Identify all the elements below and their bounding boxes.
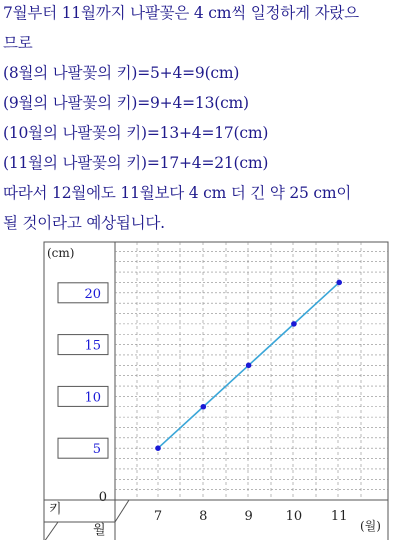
y-tick-label-5: 5 bbox=[92, 442, 101, 458]
y-axis-unit-label: (cm) bbox=[47, 246, 75, 260]
data-point-month-8 bbox=[201, 404, 207, 410]
calc-line-november: (11월의 나팔꽃의 키)=17+4=21(cm) bbox=[3, 154, 269, 172]
x-tick-label-7: 7 bbox=[153, 509, 163, 524]
x-axis-unit-label: (월) bbox=[360, 519, 381, 533]
x-tick-label-9: 9 bbox=[244, 509, 253, 524]
intro-line-2: 므로 bbox=[3, 34, 33, 52]
data-point-month-7 bbox=[155, 445, 161, 451]
data-point-month-10 bbox=[291, 321, 297, 327]
y-axis-labels bbox=[58, 283, 108, 505]
conclusion-line-2: 될 것이라고 예상됩니다. bbox=[3, 214, 165, 232]
y-tick-label-15: 15 bbox=[84, 338, 101, 354]
chart-frame bbox=[44, 242, 388, 500]
calc-line-september: (9월의 나팔꽃의 키)=9+4=13(cm) bbox=[3, 94, 249, 112]
data-point-month-11 bbox=[336, 280, 342, 286]
y-tick-label-10: 10 bbox=[84, 390, 101, 406]
x-axis-labels bbox=[154, 509, 348, 524]
calc-line-october: (10월의 나팔꽃의 키)=13+4=17(cm) bbox=[3, 124, 269, 142]
y-tick-label-0: 0 bbox=[98, 490, 107, 505]
x-tick-label-10: 10 bbox=[285, 509, 303, 524]
x-tick-label-11: 11 bbox=[330, 509, 348, 524]
x-tick-label-8: 8 bbox=[199, 509, 208, 524]
calc-line-august: (8월의 나팔꽃의 키)=5+4=9(cm) bbox=[3, 64, 240, 82]
conclusion-line-1: 따라서 12월에도 11월보다 4 cm 더 긴 약 25 cm이 bbox=[3, 184, 352, 202]
growth-line-chart bbox=[0, 240, 400, 540]
corner-diagonal bbox=[115, 500, 129, 522]
intro-line-1: 7월부터 11월까지 나팔꽃은 4 cm씩 일정하게 자랐으 bbox=[3, 4, 359, 22]
corner-month-label: 월 bbox=[93, 523, 106, 538]
y-tick-label-20: 20 bbox=[84, 286, 101, 302]
corner-height-label: 키 bbox=[49, 502, 62, 517]
data-point-month-9 bbox=[246, 363, 252, 369]
